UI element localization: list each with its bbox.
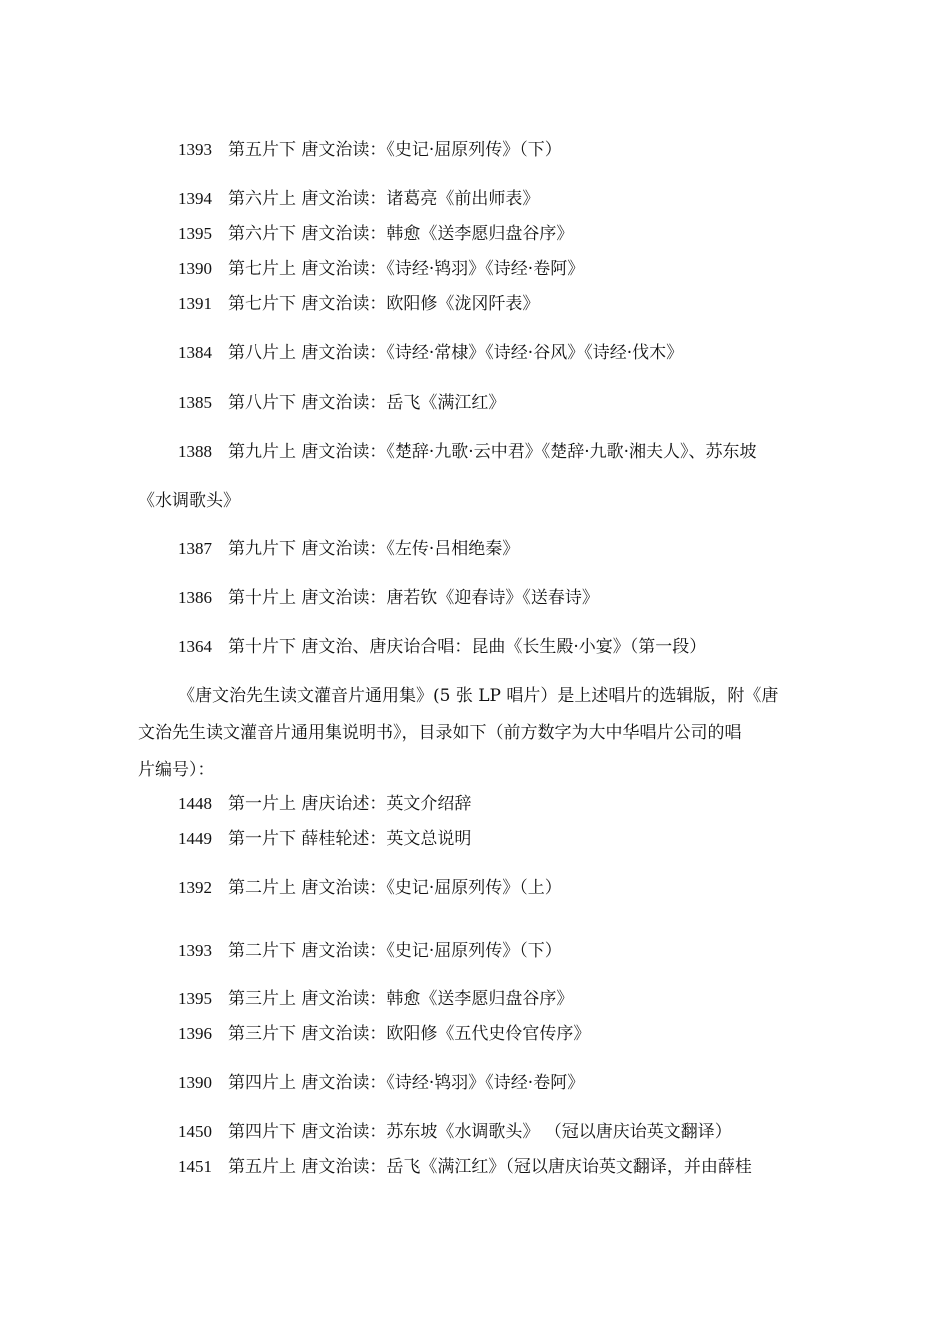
catalog-entry [178, 391, 505, 415]
catalog-entry [178, 138, 562, 162]
entry-text: 第五片下 唐文治读：《史记·屈原列传》（下） [228, 140, 562, 160]
entry-text: 第一片下 薛桂轮述：英文总说明 [228, 829, 472, 849]
catalog-entry [178, 537, 519, 561]
record-number: 1388 [178, 442, 212, 461]
record-number: 1391 [178, 294, 212, 313]
entry-text: 第十片下 唐文治、唐庆诒合唱：昆曲《长生殿·小宴》（第一段） [228, 637, 707, 657]
entry-text: 第二片下 唐文治读：《史记·屈原列传》（下） [228, 941, 562, 961]
paragraph-line [178, 684, 778, 708]
paragraph-text: 文治先生读文灌音片通用集说明书》，目录如下（前方数字为大中华唱片公司的唱 [138, 723, 742, 743]
record-number: 1393 [178, 140, 212, 159]
catalog-entry [178, 1022, 590, 1046]
record-number: 1451 [178, 1157, 212, 1176]
entry-text: 第九片上 唐文治读：《楚辞·九歌·云中君》《楚辞·九歌·湘夫人》、苏东坡 [228, 442, 757, 462]
entry-text: 第六片下 唐文治读：韩愈《送李愿归盘谷序》 [228, 224, 574, 244]
catalog-entry [178, 939, 562, 963]
record-number: 1386 [178, 588, 212, 607]
entry-text: 第九片下 唐文治读：《左传·吕相绝秦》 [228, 539, 520, 559]
record-number: 1394 [178, 189, 212, 208]
paragraph-text: 片编号）： [138, 760, 215, 780]
catalog-entry [178, 257, 584, 281]
record-number: 1387 [178, 539, 212, 558]
catalog-entry [178, 1155, 752, 1179]
catalog-entry [178, 635, 706, 659]
record-number: 1364 [178, 637, 212, 656]
catalog-entry [178, 292, 539, 316]
entry-text: 第八片上 唐文治读：《诗经·常棣》《诗经·谷风》《诗经·伐木》 [228, 343, 684, 363]
entry-text: 《水调歌头》 [138, 491, 240, 511]
entry-text: 第三片下 唐文治读：欧阳修《五代史伶官传序》 [228, 1024, 591, 1044]
record-number: 1449 [178, 829, 212, 848]
catalog-entry [178, 341, 683, 365]
entry-text: 第四片下 唐文治读：苏东坡《水调歌头》 （冠以唐庆诒英文翻译） [228, 1122, 732, 1142]
entry-text: 第一片上 唐庆诒述：英文介绍辞 [228, 794, 472, 814]
entry-text: 第五片上 唐文治读：岳飞《满江红》（冠以唐庆诒英文翻译，并由薛桂 [228, 1157, 752, 1177]
record-number: 1385 [178, 393, 212, 412]
paragraph-text: 《唐文治先生读文灌音片通用集》(5 张 LP 唱片）是上述唱片的选辑版，附《唐 [178, 686, 779, 706]
entry-text: 第八片下 唐文治读：岳飞《满江红》 [228, 393, 506, 413]
catalog-entry [178, 1071, 584, 1095]
entry-text: 第三片上 唐文治读：韩愈《送李愿归盘谷序》 [228, 989, 574, 1009]
catalog-entry [178, 187, 539, 211]
entry-text: 第七片下 唐文治读：欧阳修《泷冈阡表》 [228, 294, 540, 314]
catalog-entry [178, 586, 599, 610]
record-number: 1395 [178, 989, 212, 1008]
catalog-entry [178, 876, 562, 900]
catalog-entry [178, 792, 471, 816]
entry-text: 第十片上 唐文治读：唐若钦《迎春诗》《送春诗》 [228, 588, 599, 608]
paragraph-line [138, 758, 215, 782]
catalog-entry [178, 440, 757, 464]
record-number: 1393 [178, 941, 212, 960]
paragraph-line [138, 721, 742, 745]
record-number: 1395 [178, 224, 212, 243]
record-number: 1396 [178, 1024, 212, 1043]
entry-text: 第二片上 唐文治读：《史记·屈原列传》（上） [228, 878, 562, 898]
entry-text: 第四片上 唐文治读：《诗经·鸨羽》《诗经·卷阿》 [228, 1073, 585, 1093]
catalog-entry [178, 1120, 732, 1144]
record-number: 1390 [178, 1073, 212, 1092]
record-number: 1450 [178, 1122, 212, 1141]
entry-text: 第七片上 唐文治读：《诗经·鸨羽》《诗经·卷阿》 [228, 259, 585, 279]
record-number: 1392 [178, 878, 212, 897]
catalog-entry [178, 987, 573, 1011]
entry-text: 第六片上 唐文治读：诸葛亮《前出师表》 [228, 189, 540, 209]
catalog-entry [178, 827, 471, 851]
record-number: 1390 [178, 259, 212, 278]
entry-continuation [138, 489, 240, 513]
catalog-entry [178, 222, 573, 246]
record-number: 1384 [178, 343, 212, 362]
record-number: 1448 [178, 794, 212, 813]
